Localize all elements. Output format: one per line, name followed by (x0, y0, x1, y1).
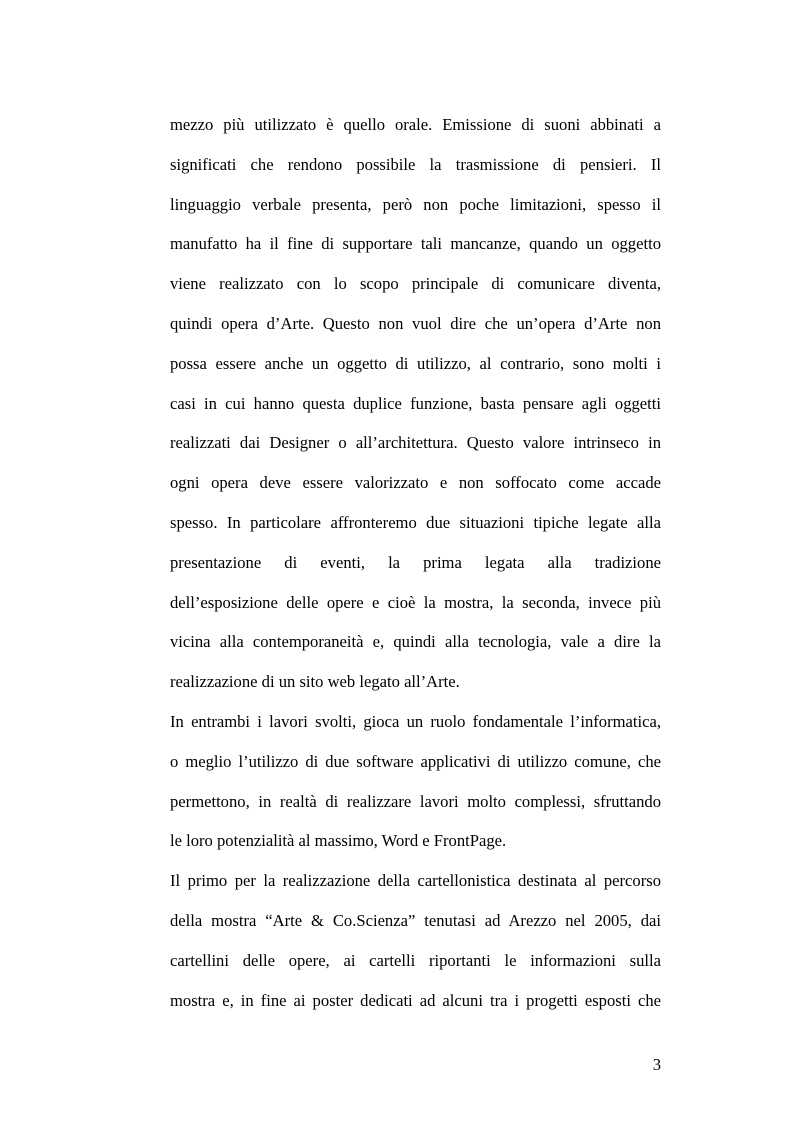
text-line: viene realizzato con lo scopo principale di comunicare diventa, (170, 274, 661, 294)
text-line: le loro potenzialità al massimo, Word e FrontPage. (170, 831, 507, 851)
text-line: possa essere anche un oggetto di utilizzo, al contrario, sono molti i (170, 353, 661, 373)
text-line: mostra e, in fine ai poster dedicati ad alcuni tra i progetti esposti che (170, 990, 661, 1010)
text-line: o meglio l’utilizzo di due software applicativi di utilizzo comune, che (170, 751, 661, 771)
text-line: linguaggio verbale presenta, però non poche limitazioni, spesso il (170, 194, 661, 214)
text-line: presentazione di eventi, la prima legata alla tradizione (170, 552, 661, 572)
body-text (170, 105, 661, 1020)
text-line: vicina alla contemporaneità e, quindi alla tecnologia, vale a dire la (170, 632, 661, 652)
text-line: realizzati dai Designer o all’architettura. Questo valore intrinseco in (170, 433, 661, 453)
text-line: manufatto ha il fine di supportare tali mancanze, quando un oggetto (170, 234, 661, 254)
text-line: dell’esposizione delle opere e cioè la mostra, la seconda, invece più (170, 592, 661, 612)
text-line: In entrambi i lavori svolti, gioca un ruolo fondamentale l’informatica, (170, 711, 661, 731)
text-line: quindi opera d’Arte. Questo non vuol dire che un’opera d’Arte non (170, 313, 661, 333)
text-line: realizzazione di un sito web legato all’Arte. (170, 672, 460, 692)
text-line: casi in cui hanno questa duplice funzione, basta pensare agli oggetti (170, 393, 661, 413)
text-line: mezzo più utilizzato è quello orale. Emissione di suoni abbinati a (170, 115, 661, 134)
text-line: cartellini delle opere, ai cartelli riportanti le informazioni sulla (170, 950, 661, 970)
text-line: ogni opera deve essere valorizzato e non soffocato come accade (170, 473, 661, 493)
text-line: permettono, in realtà di realizzare lavori molto complessi, sfruttando (170, 791, 661, 811)
text-line: della mostra “Arte & Co.Scienza” tenutasi ad Arezzo nel 2005, dai (170, 910, 661, 930)
text-line: Il primo per la realizzazione della cartellonistica destinata al percorso (170, 871, 661, 891)
text-line: significati che rendono possibile la trasmissione di pensieri. Il (170, 154, 661, 174)
text-line: spesso. In particolare affronteremo due situazioni tipiche legate alla (170, 512, 661, 532)
page-number: 3 (652, 1055, 661, 1074)
